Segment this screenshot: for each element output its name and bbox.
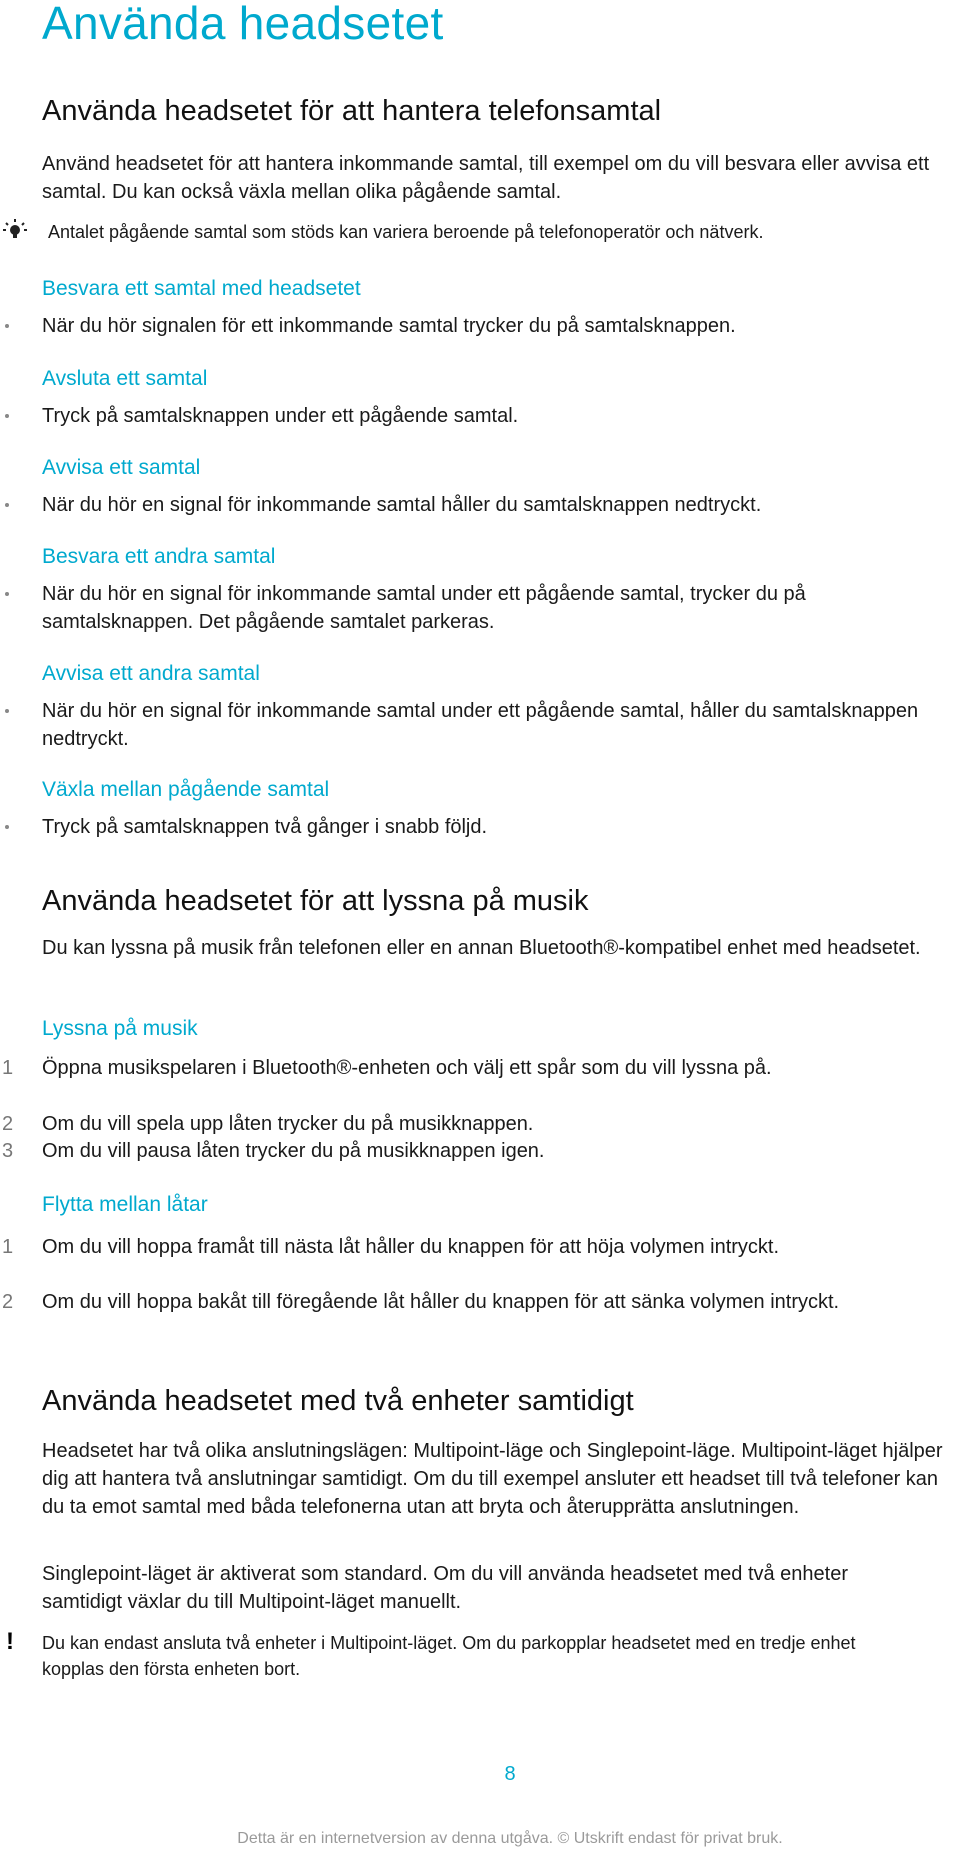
subheading-end-call: Avsluta ett samtal: [42, 367, 208, 390]
bullet-dot: [5, 324, 9, 328]
section-heading-two-devices: Använda headsetet med två enheter samtidigt: [42, 1385, 634, 1417]
step-number: 1: [2, 1057, 14, 1079]
subheading-switch-calls: Växla mellan pågående samtal: [42, 778, 330, 801]
step-number: 3: [2, 1140, 14, 1162]
step-text: Om du vill hoppa framåt till nästa låt håller du knappen för att höja volymen intryckt.: [42, 1236, 780, 1258]
lightbulb-icon: [2, 217, 28, 243]
section-intro-music: Du kan lyssna på musik från telefonen eller en annan Bluetooth®-kompatibel enhet med headsetet.: [42, 937, 921, 959]
subheading-answer-call: Besvara ett samtal med headsetet: [42, 277, 361, 300]
page-number: 8: [504, 1763, 516, 1785]
subheading-answer-second-call: Besvara ett andra samtal: [42, 545, 276, 568]
footer-note: Detta är en internetversion av denna utgåva. © Utskrift endast för privat bruk.: [237, 1830, 783, 1847]
exclamation-icon: !: [6, 1628, 14, 1655]
section-heading-calls: Använda headsetet för att hantera telefonsamtal: [42, 95, 662, 127]
step-text: Om du vill hoppa bakåt till föregående låt håller du knappen för att sänka volymen intryckt.: [42, 1291, 840, 1313]
page-title: Använda headsetet: [42, 0, 444, 49]
subheading-listen-music: Lyssna på musik: [42, 1017, 198, 1040]
bullet-dot: [5, 709, 9, 713]
subheading-reject-second-call: Avvisa ett andra samtal: [42, 662, 260, 685]
subheading-move-tracks: Flytta mellan låtar: [42, 1193, 208, 1216]
step-number: 1: [2, 1236, 14, 1258]
bullet-text: När du hör en signal för inkommande samtal under ett pågående samtal, håller du samtalsknappen nedtryckt.: [42, 700, 919, 750]
bullet-dot: [5, 825, 9, 829]
step-text: Öppna musikspelaren i Bluetooth®-enheten och välj ett spår som du vill lyssna på.: [42, 1057, 772, 1079]
bullet-text: När du hör en signal för inkommande samtal under ett pågående samtal, trycker du på samtalsknappen. Det pågående samtalet parkeras.: [42, 583, 806, 633]
section-intro-calls: Använd headsetet för att hantera inkommande samtal, till exempel om du vill besvara eller avvisa ett samtal. Du kan också växla mellan olika pågående samtal.: [42, 153, 930, 203]
section-paragraph-singlepoint: Singlepoint-läget är aktiverat som standard. Om du vill använda headsetet med två enheter samtidigt växlar du till Multipoint-läget manuellt.: [42, 1563, 849, 1613]
bullet-text: Tryck på samtalsknappen under ett pågående samtal.: [42, 405, 519, 427]
bullet-dot: [5, 414, 9, 418]
bullet-dot: [5, 592, 9, 596]
bullet-text: När du hör signalen för ett inkommande samtal trycker du på samtalsknappen.: [42, 315, 736, 337]
bullet-dot: [5, 503, 9, 507]
step-number: 2: [2, 1113, 14, 1135]
bullet-text: När du hör en signal för inkommande samtal håller du samtalsknappen nedtryckt.: [42, 494, 762, 516]
step-text: Om du vill pausa låten trycker du på musikknappen igen.: [42, 1140, 545, 1162]
section-heading-music: Använda headsetet för att lyssna på musik: [42, 885, 589, 917]
tip-text: Antalet pågående samtal som stöds kan variera beroende på telefonoperatör och nätverk.: [48, 222, 764, 242]
warning-text: Du kan endast ansluta två enheter i Multipoint-läget. Om du parkopplar headsetet med en tredje enhet kopplas den första enheten bort.: [42, 1633, 856, 1679]
step-text: Om du vill spela upp låten trycker du på musikknappen.: [42, 1113, 534, 1135]
bullet-text: Tryck på samtalsknappen två gånger i snabb följd.: [42, 816, 488, 838]
section-paragraph-modes: Headsetet har två olika anslutningslägen: Multipoint-läge och Singlepoint-läge. Multipoint-läget hjälper dig att hantera två anslutningar samtidigt. Om du till exempel ansluter ett headset till två telefoner kan du ta emot samtal med båda telefonerna utan att bryta och återupprätta anslutningen.: [42, 1440, 943, 1518]
step-number: 2: [2, 1291, 14, 1313]
subheading-reject-call: Avvisa ett samtal: [42, 456, 201, 479]
